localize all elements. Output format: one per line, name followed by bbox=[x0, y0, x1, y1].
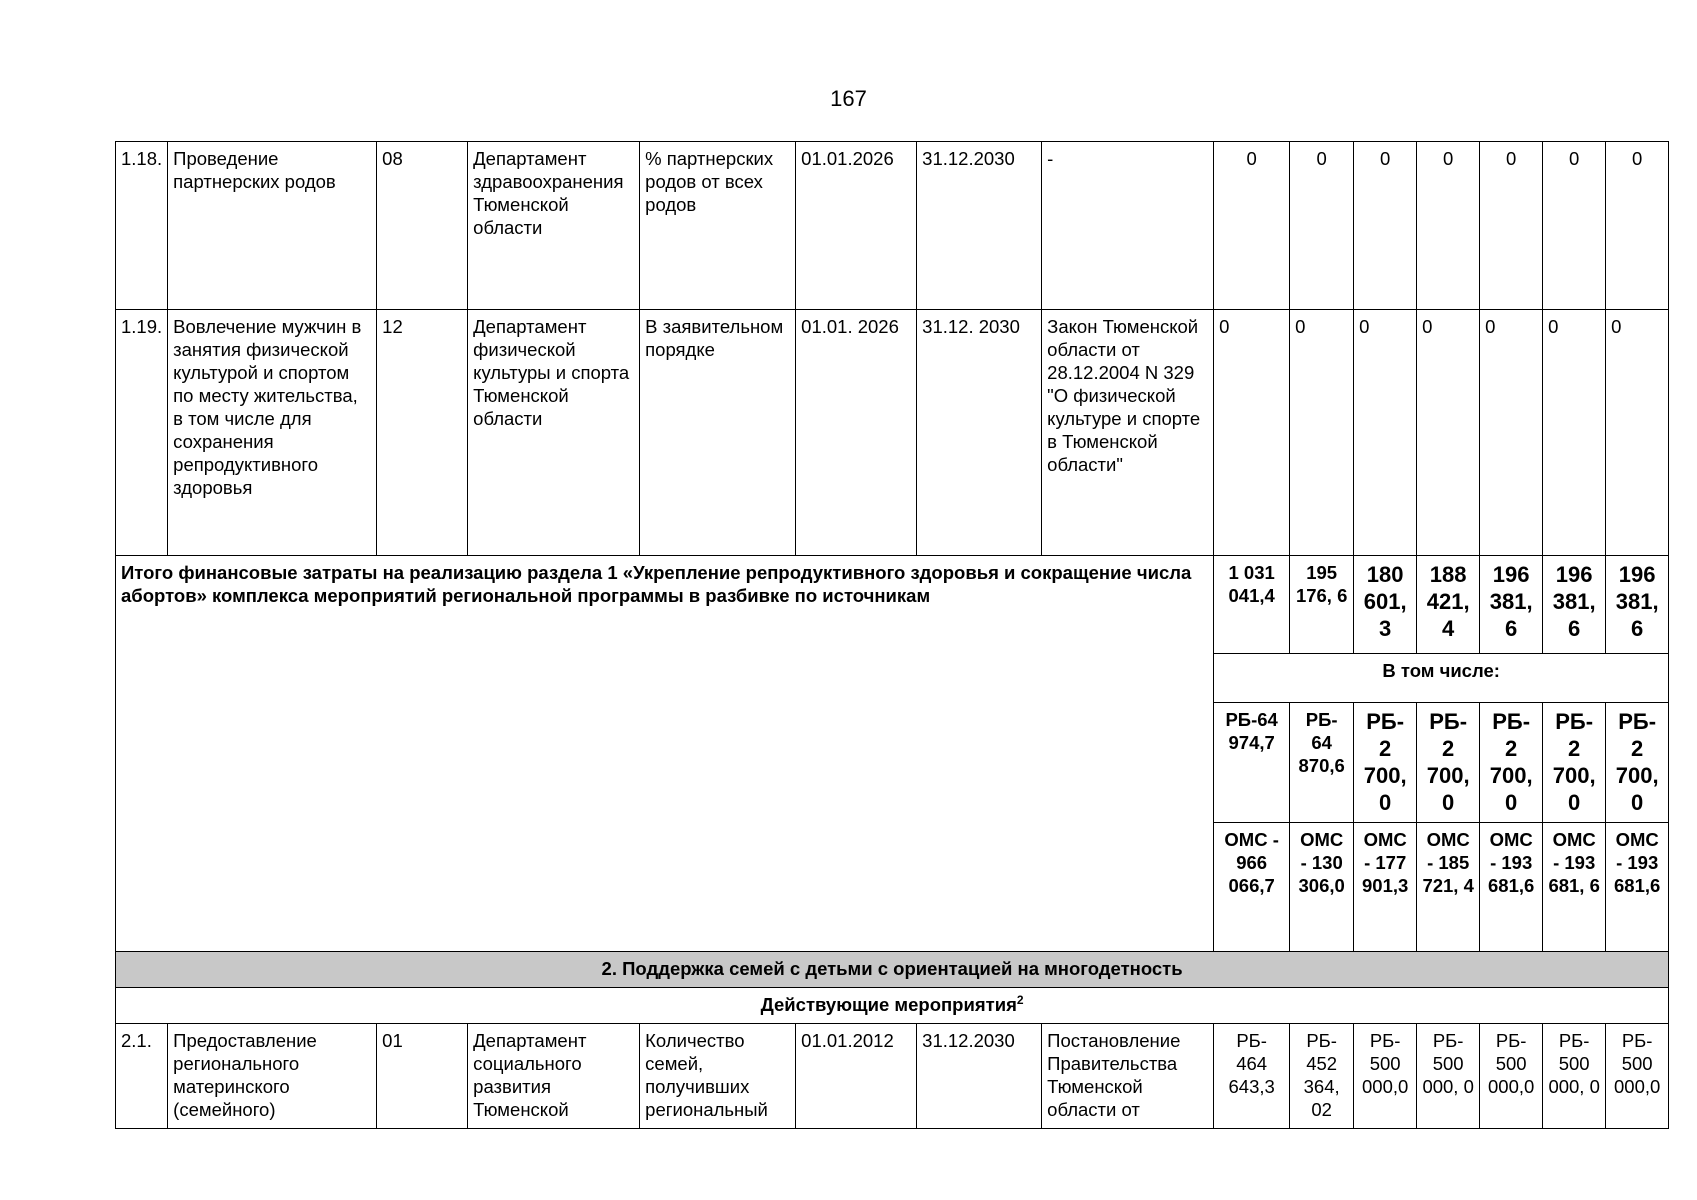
table-row-2-1 bbox=[116, 1024, 1669, 1129]
total-cell: 1 031 041,4 bbox=[1214, 556, 1290, 654]
value-cell: 0 bbox=[1480, 142, 1543, 310]
oms-cell: ОМС - 193 681,6 bbox=[1480, 823, 1543, 952]
program-table bbox=[115, 141, 1669, 1129]
measure-name: Вовлечение мужчин в занятия физической культурой и спортом по месту жительства, в том числе для сохранения репродуктивного здоровья bbox=[168, 310, 377, 556]
total-cell: 180 601, 3 bbox=[1354, 556, 1417, 654]
value-cell: 0 bbox=[1606, 142, 1669, 310]
rb-cell: РБ- 2 700, 0 bbox=[1606, 703, 1669, 823]
value-cell: 0 bbox=[1543, 310, 1606, 556]
row-number: 2.1. bbox=[116, 1024, 168, 1129]
total-cell: 196 381, 6 bbox=[1606, 556, 1669, 654]
value-cell: 0 bbox=[1543, 142, 1606, 310]
start-date: 01.01.2026 bbox=[796, 142, 917, 310]
end-date: 31.12. 2030 bbox=[917, 310, 1042, 556]
rb-cell: РБ- 64 870,6 bbox=[1290, 703, 1354, 823]
total-cell: 195 176, 6 bbox=[1290, 556, 1354, 654]
measure-name: Проведение партнерских родов bbox=[168, 142, 377, 310]
value-cell: РБ- 452 364, 02 bbox=[1290, 1024, 1354, 1129]
indicator: Количество семей, получивших региональный bbox=[640, 1024, 796, 1129]
oms-cell: ОМС - 193 681,6 bbox=[1606, 823, 1669, 952]
value-cell: 0 bbox=[1606, 310, 1669, 556]
indicator: В заявительном порядке bbox=[640, 310, 796, 556]
row-number: 1.19. bbox=[116, 310, 168, 556]
value-cell: РБ- 500 000, 0 bbox=[1417, 1024, 1480, 1129]
measure-code: 12 bbox=[377, 310, 468, 556]
including-label: В том числе: bbox=[1214, 654, 1669, 703]
value-cell: 0 bbox=[1417, 142, 1480, 310]
executor: Департамент физической культуры и спорта Тюменской области bbox=[468, 310, 640, 556]
rb-cell: РБ- 2 700, 0 bbox=[1417, 703, 1480, 823]
executor: Департамент здравоохранения Тюменской области bbox=[468, 142, 640, 310]
legal-basis: Закон Тюменской области от 28.12.2004 N 329 "О физической культуре и спорте в Тюменской области" bbox=[1042, 310, 1214, 556]
value-cell: 0 bbox=[1354, 310, 1417, 556]
value-cell: 0 bbox=[1480, 310, 1543, 556]
value-cell: 0 bbox=[1290, 142, 1354, 310]
measure-name: Предоставление регионального материнского (семейного) bbox=[168, 1024, 377, 1129]
end-date: 31.12.2030 bbox=[917, 1024, 1042, 1129]
oms-cell: ОМС - 193 681, 6 bbox=[1543, 823, 1606, 952]
legal-basis: Постановление Правительства Тюменской области от bbox=[1042, 1024, 1214, 1129]
row-number: 1.18. bbox=[116, 142, 168, 310]
start-date: 01.01.2012 bbox=[796, 1024, 917, 1129]
measure-code: 08 bbox=[377, 142, 468, 310]
page-number: 167 bbox=[830, 86, 867, 111]
measure-code: 01 bbox=[377, 1024, 468, 1129]
indicator: % партнерских родов от всех родов bbox=[640, 142, 796, 310]
section-2-subheader bbox=[116, 988, 1669, 1024]
value-cell: 0 bbox=[1214, 310, 1290, 556]
table-row-1-19 bbox=[116, 310, 1669, 556]
table-row-1-18 bbox=[116, 142, 1669, 310]
value-cell: РБ- 500 000,0 bbox=[1606, 1024, 1669, 1129]
oms-cell: ОМС - 185 721, 4 bbox=[1417, 823, 1480, 952]
section-2-header bbox=[116, 952, 1669, 988]
executor: Департамент социального развития Тюменской bbox=[468, 1024, 640, 1129]
end-date: 31.12.2030 bbox=[917, 142, 1042, 310]
legal-basis: - bbox=[1042, 142, 1214, 310]
footnote-mark: 2 bbox=[1016, 992, 1024, 1007]
rb-cell: РБ-64 974,7 bbox=[1214, 703, 1290, 823]
value-cell: РБ- 500 000, 0 bbox=[1543, 1024, 1606, 1129]
oms-cell: ОМС - 177 901,3 bbox=[1354, 823, 1417, 952]
value-cell: 0 bbox=[1214, 142, 1290, 310]
value-cell: 0 bbox=[1354, 142, 1417, 310]
section-subtitle bbox=[116, 988, 1669, 1024]
value-cell: РБ- 464 643,3 bbox=[1214, 1024, 1290, 1129]
total-cell: 196 381, 6 bbox=[1480, 556, 1543, 654]
section-title: 2. Поддержка семей с детьми с ориентацией на многодетность bbox=[116, 952, 1669, 988]
rb-cell: РБ- 2 700, 0 bbox=[1480, 703, 1543, 823]
value-cell: РБ- 500 000,0 bbox=[1480, 1024, 1543, 1129]
oms-cell: ОМС - 130 306,0 bbox=[1290, 823, 1354, 952]
total-cell: 196 381, 6 bbox=[1543, 556, 1606, 654]
rb-cell: РБ- 2 700, 0 bbox=[1354, 703, 1417, 823]
start-date: 01.01. 2026 bbox=[796, 310, 917, 556]
value-cell: 0 bbox=[1417, 310, 1480, 556]
value-cell: 0 bbox=[1290, 310, 1354, 556]
subtitle-text: Действующие мероприятия bbox=[760, 994, 1017, 1015]
totals-row bbox=[116, 556, 1669, 654]
rb-cell: РБ- 2 700, 0 bbox=[1543, 703, 1606, 823]
value-cell: РБ- 500 000,0 bbox=[1354, 1024, 1417, 1129]
total-cell: 188 421, 4 bbox=[1417, 556, 1480, 654]
totals-label: Итого финансовые затраты на реализацию раздела 1 «Укрепление репродуктивного здоровья и сокращение числа абортов» комплекса мероприятий региональной программы в разбивке по источникам bbox=[116, 556, 1214, 952]
oms-cell: ОМС - 966 066,7 bbox=[1214, 823, 1290, 952]
